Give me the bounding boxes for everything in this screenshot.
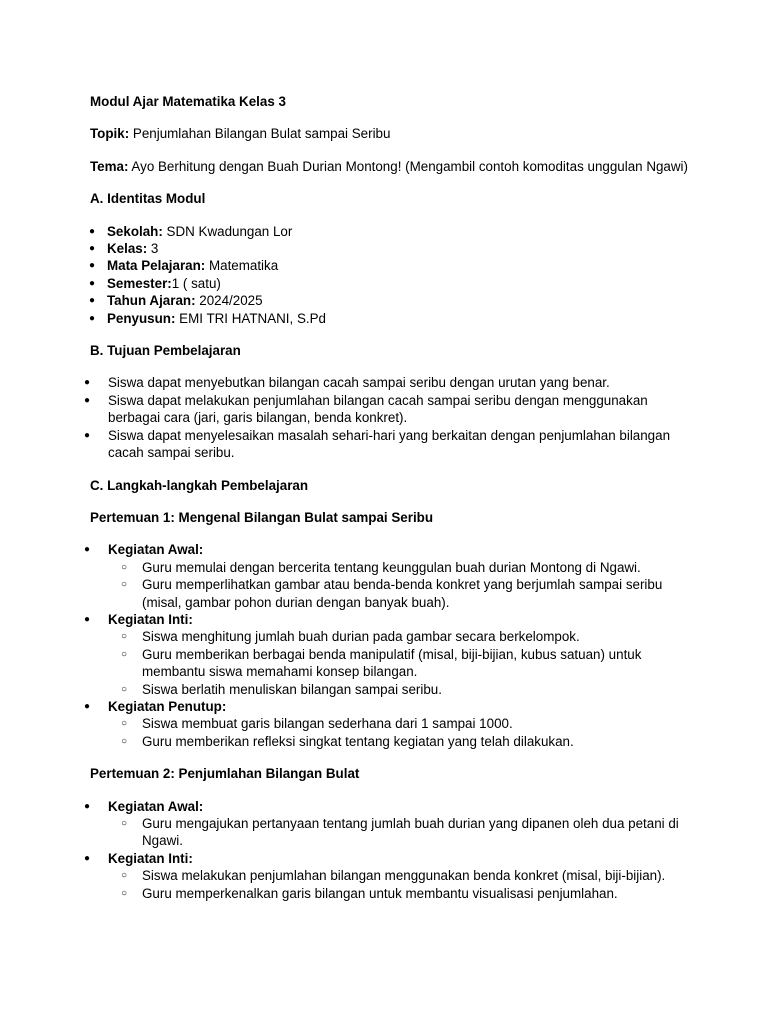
identitas-list [90, 223, 690, 327]
tujuan-list [90, 374, 690, 461]
identitas-label: Kelas: [107, 241, 148, 257]
identitas-label: Tahun Ajaran: [107, 293, 196, 309]
step-item: ○ Guru memperkenalkan garis bilangan untuk membantu visualisasi penjumlahan. [108, 885, 690, 902]
identitas-label: Sekolah: [107, 223, 163, 239]
step-item: ○ Guru mengajukan pertanyaan tentang jumlah buah durian yang dipanen oleh dua petani di Ngawi. [108, 815, 690, 850]
topik-line [90, 125, 690, 142]
tujuan-item: ● Siswa dapat melakukan penjumlahan bilangan cacah sampai seribu dengan menggunakan berbagai cara (jari, garis bilangan, benda konkret). [90, 392, 690, 427]
activity-label: Kegiatan Inti: [108, 850, 193, 866]
tema-line [90, 158, 690, 175]
tema-value: Ayo Berhitung dengan Buah Durian Montong! (Mengambil contoh komoditas unggulan Ngawi) [128, 158, 688, 174]
activity-label: Kegiatan Inti: [108, 611, 193, 627]
activity-item [90, 698, 690, 750]
identitas-value: SDN Kwadungan Lor [162, 223, 293, 239]
identitas-label: Mata Pelajaran: [107, 258, 206, 274]
activity-label: Kegiatan Awal: [108, 542, 204, 558]
identitas-value: EMI TRI HATNANI, S.Pd [175, 310, 326, 326]
section-a-heading: A. Identitas Modul [90, 191, 206, 207]
activity-item [90, 798, 690, 850]
document-title: Modul Ajar Matematika Kelas 3 [90, 94, 286, 109]
identitas-value: 3 [147, 241, 159, 257]
topik-label: Topik: [90, 126, 130, 142]
identitas-item [90, 292, 690, 309]
topik-value: Penjumlahan Bilangan Bulat sampai Seribu [129, 126, 391, 142]
activity-steps [108, 815, 690, 850]
activity-item [90, 611, 690, 698]
activity-label: Kegiatan Penutup: [108, 698, 227, 714]
step-item: ○ Siswa melakukan penjumlahan bilangan menggunakan benda konkret (misal, biji-bijian). [108, 867, 690, 884]
step-item: ○ Guru memberikan berbagai benda manipulatif (misal, biji-bijian, kubus satuan) untuk membantu siswa memahami konsep bilangan. [108, 646, 690, 681]
step-item: ○ Guru memperlihatkan gambar atau benda-benda konkret yang berjumlah sampai seribu (misal, gambar pohon durian dengan banyak buah). [108, 576, 690, 611]
meeting-2-activities [90, 798, 690, 902]
activity-steps [108, 628, 690, 698]
meeting-2-title: Pertemuan 2: Penjumlahan Bilangan Bulat [90, 766, 360, 782]
tema-label: Tema: [90, 158, 129, 174]
step-item: ○ Siswa menghitung jumlah buah durian pada gambar secara berkelompok. [108, 628, 690, 645]
identitas-value: 1 ( satu) [171, 275, 221, 291]
identitas-item [90, 275, 690, 292]
step-item: ○ Siswa membuat garis bilangan sederhana dari 1 sampai 1000. [108, 715, 690, 732]
meeting-1-activities [90, 541, 690, 750]
section-c-heading: C. Langkah-langkah Pembelajaran [90, 477, 309, 493]
identitas-label: Semester: [107, 275, 172, 291]
step-item: ○ Guru memulai dengan bercerita tentang keunggulan buah durian Montong di Ngawi. [108, 559, 690, 576]
step-item: ○ Siswa berlatih menuliskan bilangan sampai seribu. [108, 681, 690, 698]
identitas-item [90, 257, 690, 274]
document-body [90, 93, 690, 917]
identitas-value: Matematika [205, 258, 279, 274]
identitas-value: 2024/2025 [195, 293, 263, 309]
identitas-label: Penyusun: [107, 310, 176, 326]
activity-item [90, 541, 690, 611]
activity-label: Kegiatan Awal: [108, 798, 204, 814]
activity-item [90, 850, 690, 902]
activity-steps [108, 867, 690, 902]
identitas-item [90, 223, 690, 240]
tujuan-item: ● Siswa dapat menyebutkan bilangan cacah sampai seribu dengan urutan yang benar. [90, 374, 690, 391]
step-item: ○ Guru memberikan refleksi singkat tentang kegiatan yang telah dilakukan. [108, 733, 690, 750]
tujuan-item: ● Siswa dapat menyelesaikan masalah sehari-hari yang berkaitan dengan penjumlahan bilangan cacah sampai seribu. [90, 427, 690, 462]
section-b-heading: B. Tujuan Pembelajaran [90, 343, 241, 359]
activity-steps [108, 559, 690, 611]
identitas-item [90, 240, 690, 257]
activity-steps [108, 715, 690, 750]
identitas-item [90, 310, 690, 327]
meeting-1-title: Pertemuan 1: Mengenal Bilangan Bulat sampai Seribu [90, 509, 434, 525]
